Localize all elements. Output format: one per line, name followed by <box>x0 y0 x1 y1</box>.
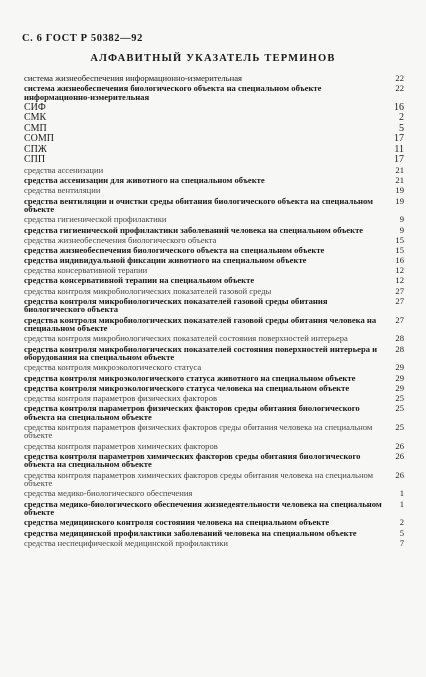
index-entry <box>24 266 404 275</box>
index-entry <box>24 236 404 245</box>
index-term: СМП <box>24 122 47 134</box>
index-term: средства жизнеобеспечения биологического объекта <box>24 234 217 245</box>
index-page-number: 2 <box>399 517 404 528</box>
index-page-number: 17 <box>394 154 404 166</box>
index-entry <box>24 471 404 488</box>
index-entry <box>24 374 404 383</box>
index-entry <box>24 363 404 372</box>
index-term: средства контроля параметров химических факторов среды обитания человека на специальном объекте <box>24 469 374 489</box>
index-term: средства контроля микробиологических показателей газовой среды обитания человека на специальном объекте <box>24 314 377 334</box>
index-term: средства контроля микробиологических показателей состояния поверхностей интерьера <box>24 333 348 344</box>
index-entry <box>24 74 404 83</box>
index-term: средства консервативной терапии на специальном объекте <box>24 275 255 286</box>
index-term: система жизнеобеспечения информационно-измерительная <box>24 73 242 83</box>
index-entry <box>24 134 404 144</box>
index-entry <box>24 539 404 548</box>
index-page-number: 15 <box>395 234 404 245</box>
index-term: система жизнеобеспечения биологического объекта на специальном объекте информационно-измерительная <box>24 83 322 102</box>
index-term: средства консервативной терапии <box>24 265 148 276</box>
index-entry <box>24 124 404 134</box>
index-entry <box>24 155 404 165</box>
index-page-number: 1 <box>399 488 404 499</box>
index-entry <box>24 226 404 235</box>
index-page-number: 25 <box>395 392 404 403</box>
index-page-number: 15 <box>395 244 404 255</box>
index-term: средства контроля параметров физических факторов среды обитания биологического объекта на специальном объекте <box>24 403 360 422</box>
index-entry <box>24 316 404 333</box>
index-entry <box>24 297 404 314</box>
index-page-number: 29 <box>395 362 404 373</box>
index-page-number: 28 <box>395 333 404 344</box>
index-term: средства медико-биологического обеспечения <box>24 488 193 499</box>
index-page-number: 16 <box>395 255 404 266</box>
index-entry <box>24 394 404 403</box>
index-page-number: 1 <box>399 498 404 509</box>
index-term: средства контроля микроэкологического статуса животного на специальном объекте <box>24 372 356 383</box>
index-page-number: 26 <box>395 450 404 461</box>
index-page-number: 27 <box>395 314 404 325</box>
index-page-number: 25 <box>395 421 404 432</box>
index-term: средства контроля параметров физических факторов <box>24 392 218 403</box>
index-term: средства контроля параметров физических факторов среды обитания человека на специальном объекте <box>24 421 373 441</box>
index-entry <box>24 452 404 469</box>
index-term: средства медицинского контроля состояния человека на специальном объекте <box>24 517 330 528</box>
index-page-number: 12 <box>395 275 404 286</box>
index-page-number: 2 <box>399 112 404 124</box>
index-term: средства вентиляции <box>24 185 101 196</box>
index-term: средства контроля микробиологических показателей газовой среды обитания биологического объекта <box>24 295 328 315</box>
index-entry <box>24 334 404 343</box>
index-term: СМК <box>24 112 47 124</box>
index-page-number: 22 <box>395 83 404 94</box>
index-entry <box>24 384 404 393</box>
index-entry <box>24 404 404 421</box>
index-entry <box>24 276 404 285</box>
index-entry <box>24 423 404 440</box>
index-page-number: 19 <box>395 185 404 196</box>
index-term: средства ассенизации для животного на специальном объекте <box>24 175 265 186</box>
term-index-list <box>24 74 404 549</box>
index-term: СПП <box>24 154 46 166</box>
index-term: СОМП <box>24 133 55 145</box>
index-term: средства медико-биологического обеспечения жизнедеятельности человека на специальном объекте <box>24 498 382 518</box>
index-entry <box>24 246 404 255</box>
index-entry <box>24 103 404 113</box>
index-entry <box>24 256 404 265</box>
index-term: средства ассенизации <box>24 164 104 175</box>
index-page-number: 17 <box>394 133 404 145</box>
index-page-number: 5 <box>399 527 404 538</box>
index-entry <box>24 489 404 498</box>
index-entry <box>24 145 404 155</box>
index-page-number: 5 <box>399 122 404 134</box>
index-term: средства медицинской профилактики заболеваний человека на специальном объекте <box>24 527 357 538</box>
index-page-number: 12 <box>395 265 404 276</box>
index-entry <box>24 529 404 538</box>
index-entry <box>24 186 404 195</box>
index-page-number: 9 <box>399 214 404 225</box>
index-page-number: 28 <box>395 343 404 354</box>
index-term: средства индивидуальной фиксации животного на специальном объекте <box>24 255 307 266</box>
index-entry <box>24 176 404 185</box>
index-page-number: 19 <box>395 195 404 206</box>
index-entry <box>24 197 404 214</box>
index-page-number: 21 <box>395 164 404 175</box>
index-term: средства контроля микроэкологического статуса человека на специальном объекте <box>24 382 350 393</box>
index-page-number: 27 <box>395 295 404 306</box>
index-page-number: 21 <box>395 175 404 186</box>
index-term: средства контроля микробиологических показателей состояния поверхностей интерьера и оборудования на специальном объекте <box>24 343 378 363</box>
index-term: средства вентиляции и очистки среды обитания биологического объекта на специальном объекте <box>24 195 373 215</box>
index-page-number: 11 <box>394 143 404 155</box>
index-page-number: 29 <box>395 372 404 383</box>
index-term: средства гигиенической профилактики <box>24 214 167 225</box>
index-term: средства неспецифической медицинской профилактики <box>24 537 228 548</box>
index-page-number: 22 <box>395 73 404 83</box>
index-term: средства контроля параметров химических факторов <box>24 440 218 451</box>
index-page-number: 27 <box>395 285 404 296</box>
index-term: средства гигиенической профилактики заболеваний человека на специальном объекте <box>24 224 364 235</box>
index-page-number: 26 <box>395 469 404 480</box>
index-page-number: 9 <box>399 224 404 235</box>
index-entry <box>24 442 404 451</box>
index-page-number: 16 <box>394 101 404 113</box>
index-page-number: 7 <box>399 537 404 548</box>
index-page-number: 29 <box>395 382 404 393</box>
index-entry <box>24 84 404 101</box>
index-term: СИФ <box>24 101 46 113</box>
index-term: СПЖ <box>24 143 47 155</box>
index-term: средства контроля микроэкологического статуса <box>24 362 202 373</box>
index-page-number: 25 <box>395 403 404 414</box>
index-term: средства контроля микробиологических показателей газовой среды <box>24 285 272 296</box>
index-entry <box>24 345 404 362</box>
index-term: средства контроля параметров химических факторов среды обитания биологического объекта на специальном объекте <box>24 450 361 470</box>
index-entry <box>24 287 404 296</box>
index-entry <box>24 500 404 517</box>
index-page-number: 26 <box>395 440 404 451</box>
index-entry <box>24 113 404 123</box>
index-entry <box>24 518 404 527</box>
page-title: АЛФАВИТНЫЙ УКАЗАТЕЛЬ ТЕРМИНОВ <box>90 53 336 64</box>
index-entry <box>24 215 404 224</box>
index-entry <box>24 166 404 175</box>
index-term: средства жизнеобеспечения биологического объекта на специальном объекте <box>24 244 325 255</box>
page-header: С. 6 ГОСТ Р 50382—92 <box>22 33 143 44</box>
